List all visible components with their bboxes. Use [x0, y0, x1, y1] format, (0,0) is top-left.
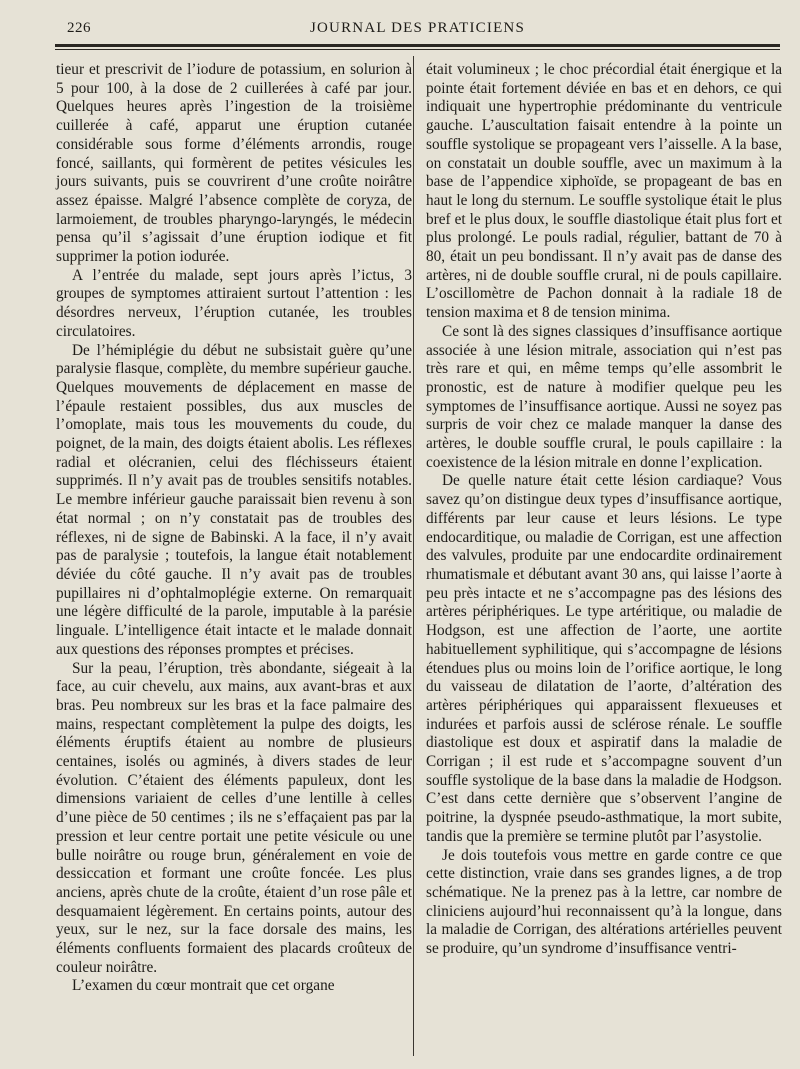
page-number: 226 — [67, 20, 91, 36]
paragraph: A l’entrée du malade, sept jours après l’ictus, 3 groupes de symptomes attiraient surtout l’attention : les désordres nerveux, l’éruption cutanée, les troubles circulatoires. — [56, 266, 412, 340]
paragraph: était volumineux ; le choc précordial était énergique et la pointe était fortement déviée en bas et en dehors, ce qui indiquait une hypertrophie prédominante du ventricule gauche. L’auscultation faisait entendre à la pointe un souffle systolique se propageant vers l’aisselle. A la base, on constatait un double souffle, avec un maximum à la base de l’appendice xiphoïde, se propageant de bas en haut le long du sternum. Le souffle systolique était le plus bref et le plus doux, le souffle diastolique était plus fort et plus prolongé. Le pouls radial, régulier, battant de 70 à 80, était un peu bondissant. Il n’y avait pas de danse des artères, ni de double souffle crural, ni de pouls capillaire. L’oscillomètre de Pachon donnait à la radiale 18 de tension maxima et 8 de tension minima. — [426, 61, 782, 322]
paragraph: Sur la peau, l’éruption, très abondante, siégeait à la face, au cuir chevelu, aux mains, aux avant-bras et aux bras. Peu nombreux sur les bras et la face palmaire des mains, respectant complètement la pulpe des doigts, les éléments éruptifs étaient au nombre de plusieurs centaines, isolés ou agminés, à divers stades de leur évolution. C’étaient des éléments papuleux, dont les dimensions variaient de celles d’une lentille à celles d’une pièce de 50 centimes ; ils ne s’effaçaient pas par la pression et leur centre portait une petite vésicule ou une bulle noirâtre ou rouge brun, généralement en voie de dessiccation et formant une croûte foncée. Les plus anciens, après chute de la croûte, étaient d’un rose pâle et desquamaient légèrement. En certains points, autour des yeux, sur le nez, sur la face dorsale des mains, les éléments confluents formaient des placards croûteux de couleur noirâtre. — [56, 659, 412, 976]
right-column — [426, 61, 782, 959]
paragraph: Ce sont là des signes classiques d’insuffisance aortique associée à une lésion mitrale, association qui n’est pas très rare et qui, en même temps qu’elle assombrit le pronostic, est de nature à modifier quelque peu les symptomes de l’insuffisance aortique. Aussi ne soyez pas surpris de voir chez ce malade manquer la danse des artères, le double souffle crural, le pouls capillaire : la coexistence de la lésion mitrale en donne l’explication. — [426, 322, 782, 471]
paragraph: L’examen du cœur montrait que cet organe — [72, 977, 335, 995]
paragraph: tieur et prescrivit de l’iodure de potassium, en solurion à 5 pour 100, à la dose de 2 cuillerées à café par jour. Quelques heures après l’ingestion de la troisième cuillerée à café, apparut une éruption cutanée considérable sous forme d’éléments arrondis, rouge foncé, saillants, qui formèrent de petites vésicules les jours suivants, puis se couvrirent d’une croûte noirâtre assez épaisse. Malgré l’absence complète de coryza, de larmoiement, de troubles pharyngo-laryngés, le médecin pensa qu’il s’agissait d’une éruption iodique et fit supprimer la potion iodurée. — [56, 61, 412, 266]
header-rule — [55, 44, 780, 47]
running-title: JOURNAL DES PRATICIENS — [309, 20, 526, 36]
paragraph: Je dois toutefois vous mettre en garde contre ce que cette distinction, vraie dans ses grandes lignes, a de trop schématique. Ne la prenez pas à la lettre, car nombre de cliniciens aujourd’hui reconnaissent qu’à la longue, dans la maladie de Corrigan, des altérations artérielles peuvent se produire, qu’un syndrome d’insuffisance ventri- — [426, 846, 782, 958]
paragraph: De l’hémiplégie du début ne subsistait guère qu’une paralysie flasque, complète, du membre supérieur gauche. Quelques mouvements de déplacement en masse de l’épaule restaient possibles, dus aux muscles de l’omoplate, mais tous les mouvements du coude, du poignet, de la main, des doigts étaient abolis. Les réflexes radial et olécranien, celui des fléchisseurs étaient supprimés. Il n’y avait pas de troubles sensitifs notables. Le membre inférieur gauche paraissait bien revenu à son état normal ; on n’y constatait pas de troubles des réflexes, ni de signe de Babinski. A la face, il n’y avait pas de paralysie ; toutefois, la langue était notablement déviée du côté gauche. Il n’y avait pas de troubles pupillaires ni d’ophtalmoplégie externe. On remarquait une légère difficulté de la parole, imputable à la parésie linguale. L’intelligence était intacte et le malade donnait aux questions des réponses promptes et précises. — [56, 341, 412, 658]
paragraph: De quelle nature était cette lésion cardiaque? Vous savez qu’on distingue deux types d’insuffisance aortique, différents par leur cause et leurs lésions. Le type endocarditique, ou maladie de Corrigan, est une affection des valvules, produite par une endocardite ordinairement rhumatismale et débutant avant 30 ans, qui laisse l’aorte à peu près intacte et ne s’accompagne pas des lésions des artères périphériques. Le type artéritique, ou maladie de Hodgson, est une affection de l’aorte, une aortite habituellement syphilitique, qui s’accompagne de lésions étendues plus ou moins loin de l’orifice aortique, le long du vaisseau de dilatation de l’aorte, d’altération des artères périphériques qui apparaissent flexueuses et indurées et parfois aussi de sclérose rénale. Le souffle diastolique est doux et aspiratif dans la maladie de Corrigan ; il est rude et s’accompagne souvent d’un souffle systolique de la base dans la maladie de Hodgson. C’est dans cette dernière que s’observent l’angine de poitrine, la dyspnée pseudo-asthmatique, la mort subite, tandis que la première se termine plutôt par l’asystolie. — [426, 472, 782, 845]
left-column — [56, 61, 412, 996]
header-rule-thin — [55, 49, 780, 50]
page-header — [55, 18, 780, 42]
column-divider — [413, 56, 414, 1056]
